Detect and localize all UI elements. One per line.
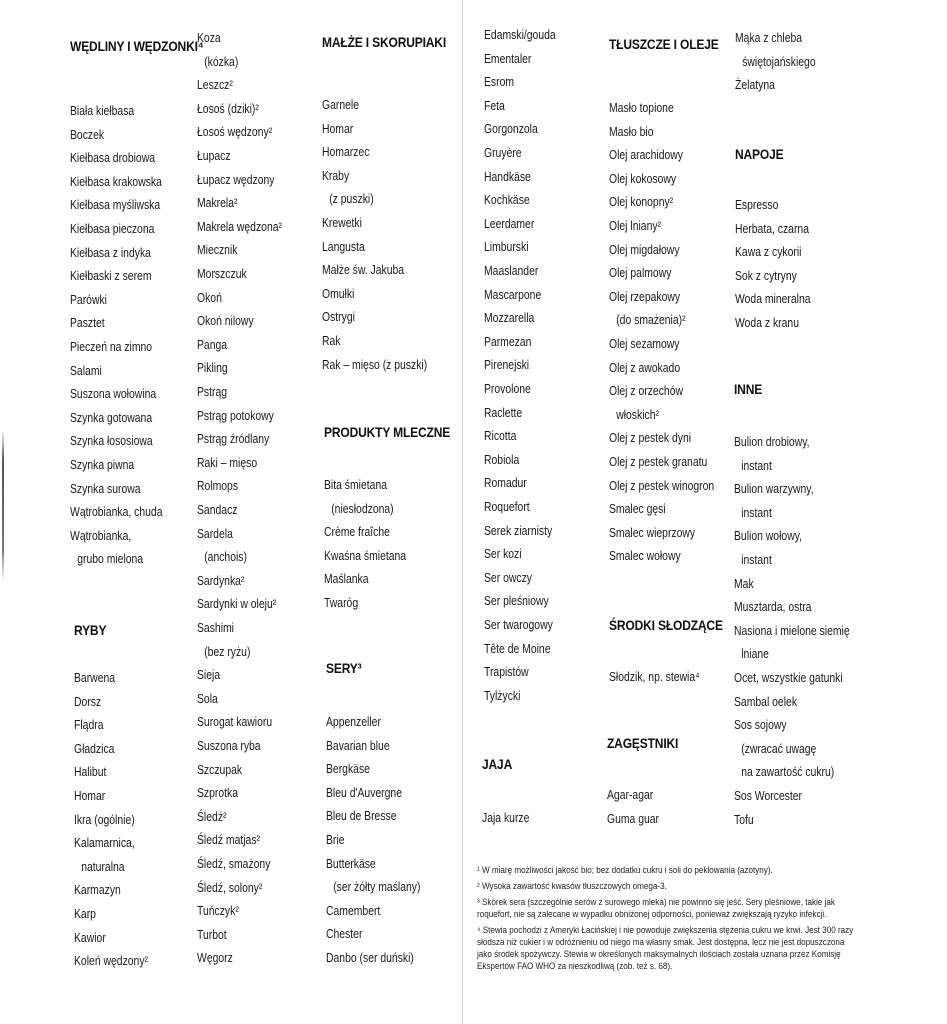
food-item: Kraby xyxy=(322,167,350,183)
section-heading: JAJA xyxy=(482,756,513,772)
food-item: Mak xyxy=(734,575,754,591)
food-item: Sambal oelek xyxy=(734,693,798,709)
food-item: Halibut xyxy=(74,764,107,780)
food-item: Tofu xyxy=(734,811,754,827)
food-item: (niesłodzona) xyxy=(331,500,394,516)
food-item: (zwracać uwagę xyxy=(741,740,817,756)
food-item: (kózka) xyxy=(204,53,239,69)
food-item: Kiełbaski z serem xyxy=(70,268,152,284)
food-item: Tuńczyk² xyxy=(197,903,239,919)
food-item: Pstrąg xyxy=(197,384,228,399)
food-item: Surogat kawioru xyxy=(197,714,273,730)
food-item: Leszcz² xyxy=(197,77,233,93)
food-item: Parówki xyxy=(70,291,107,307)
food-item: Makrela wędzona² xyxy=(197,218,282,234)
food-item: Kiełbasa z indyka xyxy=(70,244,151,260)
food-item: Tête de Moine xyxy=(484,640,551,656)
food-item: Sola xyxy=(197,690,218,706)
food-item: Maślanka xyxy=(324,571,369,587)
food-item: Homarzec xyxy=(322,144,370,160)
food-item: Garnele xyxy=(322,97,359,112)
food-item: Gorgonzola xyxy=(484,121,538,137)
food-item: Olej lniany² xyxy=(609,218,662,233)
food-item: Boczek xyxy=(70,126,105,142)
food-item: Serek ziarnisty xyxy=(484,522,553,538)
food-item: Szynka piwna xyxy=(70,457,135,472)
food-item: Łupacz wędzony xyxy=(197,171,275,187)
food-item: Maaslander xyxy=(484,263,539,278)
food-item: Karp xyxy=(74,906,96,921)
food-item: Sos sojowy xyxy=(734,717,787,733)
food-item: Ser pleśniowy xyxy=(484,593,549,609)
section-heading: INNE xyxy=(734,381,763,397)
food-item: Woda mineralna xyxy=(735,291,811,307)
food-item: Pasztet xyxy=(70,315,105,331)
food-item: Leerdamer xyxy=(484,215,535,231)
food-item: Rak xyxy=(322,333,341,348)
food-item: Butterkäse xyxy=(326,855,376,871)
food-item: Okoń xyxy=(197,289,222,305)
food-item: Pstrąg źródlany xyxy=(197,431,270,447)
food-item: Nasiona i mielone siemię xyxy=(734,622,850,638)
food-item: Homar xyxy=(322,120,354,136)
food-item: Ser owczy xyxy=(484,569,532,585)
food-item: Kiełbasa krakowska xyxy=(70,173,162,189)
food-item: Pstrąg potokowy xyxy=(197,407,274,423)
food-item: Musztarda, ostra xyxy=(734,599,812,615)
food-item: Smalec gęsi xyxy=(609,501,666,517)
footnote-2: ² Wysoka zawartość kwasów tłuszczowych omega-3. xyxy=(477,881,667,891)
food-item: Bulion wołowy, xyxy=(734,528,803,544)
food-item: Twaróg xyxy=(324,595,359,610)
food-item: Provolone xyxy=(484,381,531,396)
food-item: Olej arachidowy xyxy=(609,147,683,163)
food-item: Kawior xyxy=(74,929,106,945)
food-item: Pieczeń na zimno xyxy=(70,339,153,354)
food-item: Appenzeller xyxy=(326,714,381,729)
food-item: Roquefort xyxy=(484,499,530,514)
food-item: Łosoś wędzony² xyxy=(197,124,273,140)
food-item: Morszczuk xyxy=(197,266,247,281)
food-item: Wątrobianka, xyxy=(70,527,132,543)
food-item: Słodzik, np. stewia⁴ xyxy=(609,669,700,684)
food-item: Olej z awokado xyxy=(609,359,681,375)
food-item: Śledź² xyxy=(197,808,227,824)
section-heading: NAPOJE xyxy=(735,146,784,162)
food-item: instant xyxy=(741,504,772,520)
food-item: Sardynki w oleju² xyxy=(197,596,277,612)
food-item: Węgorz xyxy=(197,950,233,966)
food-item: Mozzarella xyxy=(484,310,535,326)
food-item: Suszona wołowina xyxy=(70,386,157,402)
food-item: Camembert xyxy=(326,902,381,918)
food-item: Kalamarnica, xyxy=(74,835,135,851)
food-item: Wątrobianka, chuda xyxy=(70,504,163,520)
food-item: Raclette xyxy=(484,404,523,420)
food-item: Bulion warzywny, xyxy=(734,481,814,497)
food-item: Sardynka² xyxy=(197,572,245,588)
food-item: Ostrygi xyxy=(322,309,355,325)
food-item: Ricotta xyxy=(484,428,517,444)
food-item: Olej z pestek winogron xyxy=(609,477,715,493)
food-item: Smalec wołowy xyxy=(609,548,681,564)
food-item: Guma guar xyxy=(607,810,660,826)
food-item: Szynka surowa xyxy=(70,480,141,496)
food-item: Żelatyna xyxy=(735,77,775,93)
food-item: naturalna xyxy=(81,858,125,874)
footnote-1: ¹ W miarę możliwości jakość bio; bez dodatku cukru i soli do peklowania (azotyny). xyxy=(477,865,773,875)
food-item: Małże św. Jakuba xyxy=(322,262,405,278)
food-item: Śledź matjas² xyxy=(197,832,260,848)
food-item: Herbata, czarna xyxy=(735,220,809,236)
food-item: Brie xyxy=(326,832,345,847)
food-item: Pirenejski xyxy=(484,357,530,373)
food-item: Olej z orzechów xyxy=(609,383,683,399)
food-item: Gładzica xyxy=(74,740,115,756)
section-heading: ZAGĘSTNIKI xyxy=(607,735,679,751)
food-item: Bavarian blue xyxy=(326,737,390,753)
food-item: Kwaśna śmietana xyxy=(324,547,407,563)
food-item: (ser żółty maślany) xyxy=(333,879,421,895)
food-item: Masło topione xyxy=(609,100,674,115)
food-item: Salami xyxy=(70,362,102,378)
food-item: Pikling xyxy=(197,360,228,376)
food-item: Olej kokosowy xyxy=(609,170,677,186)
food-item: Homar xyxy=(74,788,106,803)
section-heading: PRODUKTY MLECZNE xyxy=(324,424,451,440)
food-item: Chester xyxy=(326,926,363,942)
scan-shadow xyxy=(2,430,4,580)
food-item: instant xyxy=(741,552,772,567)
food-item: Woda z kranu xyxy=(735,315,799,330)
food-item: Karmazyn xyxy=(74,882,121,898)
food-item: Biała kiełbasa xyxy=(70,103,135,118)
food-item: Omułki xyxy=(322,285,355,301)
food-item: Ementaler xyxy=(484,50,532,66)
food-item: Ser kozi xyxy=(484,546,522,562)
food-item: Olej z pestek granatu xyxy=(609,454,708,469)
food-item: Sandacz xyxy=(197,502,238,517)
food-item: Olej migdałowy xyxy=(609,241,680,257)
food-item: Masło bio xyxy=(609,123,654,139)
food-item: Kiełbasa myśliwska xyxy=(70,197,161,213)
section-heading: WĘDLINY I WĘDZONKI⁴ xyxy=(70,38,204,54)
section-heading: RYBY xyxy=(74,622,107,638)
food-item: Parmezan xyxy=(484,333,532,349)
food-item: świętojańskiego xyxy=(742,53,816,69)
food-item: Smalec wieprzowy xyxy=(609,524,696,540)
food-item: Gruyère xyxy=(484,145,522,160)
food-item: Trapistów xyxy=(484,664,529,680)
food-item: Mascarpone xyxy=(484,286,542,302)
food-item: Makrela² xyxy=(197,195,238,211)
food-item: Olej palmowy xyxy=(609,265,672,281)
section-heading: MAŁŻE I SKORUPIAKI xyxy=(322,34,447,50)
food-item: Edamski/gouda xyxy=(484,27,556,42)
food-item: na zawartość cukru) xyxy=(741,764,835,780)
food-item: (do smażenia)² xyxy=(616,312,686,328)
food-item: Danbo (ser duński) xyxy=(326,950,414,965)
food-item: Olej konopny² xyxy=(609,194,674,210)
food-item: Suszona ryba xyxy=(197,738,261,753)
footnote-4: ⁴ Stewia pochodzi z Ameryki Łacińskiej i nie powoduje zwiększenia stężenia cukru we krwi. Jest 300 razy słodsza niż cukier i w odróżnieniu od niego ma własny smak. Jest dostępna, lecz nie jest dopuszczona jako środek spożywczy. Stewia w określonych maksymalnych ilościach została uznana przez Komisję Ekspertów FAO WHO za nieszkodliwą (zob. też s. 68). xyxy=(477,925,854,971)
food-item: Ikra (ogólnie) xyxy=(74,811,135,827)
food-item: Raki – mięso xyxy=(197,454,258,470)
food-item: Kochkäse xyxy=(484,192,530,208)
food-item: grubo mielona xyxy=(77,551,144,567)
food-item: Panga xyxy=(197,336,228,352)
food-item: Śledź, solony² xyxy=(197,879,263,895)
food-item: Bleu de Bresse xyxy=(326,808,397,824)
food-item: Sashimi xyxy=(197,620,234,635)
food-item: Jaja kurze xyxy=(482,810,530,825)
food-item: Szczupak xyxy=(197,761,243,777)
food-item: Robiola xyxy=(484,451,520,467)
footnote-3: ³ Skórek sera (szczególnie serów z surowego mleka) nie powinno się jeść. Sery pleśniowe, takie jak roquefort, nie są zalecane w wypadku obniżonej odporności, ponieważ zwiększają ryzyko infekcji. xyxy=(477,897,835,919)
food-item: Bleu d'Auvergne xyxy=(326,784,402,800)
food-item: włoskich² xyxy=(616,406,659,422)
food-item: (z puszki) xyxy=(329,191,374,207)
food-item: Szynka gotowana xyxy=(70,409,153,425)
food-item: Rak – mięso (z puszki) xyxy=(322,356,428,372)
food-item: Flądra xyxy=(74,717,104,733)
section-heading: ŚRODKI SŁODZĄCE xyxy=(609,617,723,633)
section-heading: TŁUSZCZE I OLEJE xyxy=(609,36,719,52)
food-item: Olej sezamowy xyxy=(609,336,680,351)
food-item: Barwena xyxy=(74,670,116,685)
food-item: Crème fraîche xyxy=(324,524,390,540)
food-item: Koleń wędzony² xyxy=(74,953,148,969)
food-item: Ocet, wszystkie gatunki xyxy=(734,670,843,685)
food-item: Łupacz xyxy=(197,148,231,163)
food-item: Mąka z chleba xyxy=(735,30,803,45)
food-item: Handkäse xyxy=(484,168,531,184)
food-item: Bita śmietana xyxy=(324,477,388,492)
food-item: (bez ryżu) xyxy=(204,643,251,659)
food-item: Kiełbasa drobiowa xyxy=(70,150,155,166)
food-item: Olej z pestek dyni xyxy=(609,430,692,446)
food-item: Koza xyxy=(197,30,221,45)
footnotes xyxy=(477,864,857,976)
food-item: Feta xyxy=(484,97,505,113)
food-item: Turbot xyxy=(197,926,227,942)
food-item: Kawa z cykorii xyxy=(735,244,802,260)
section-heading: SERY³ xyxy=(326,660,362,676)
food-item: Ser twarogowy xyxy=(484,617,553,632)
food-item: Esrom xyxy=(484,74,515,90)
food-item: Okoń nilowy xyxy=(197,313,254,329)
food-item: Olej rzepakowy xyxy=(609,288,681,304)
food-item: Sieja xyxy=(197,667,221,683)
food-item: Szynka łososiowa xyxy=(70,433,153,449)
food-item: Espresso xyxy=(735,197,779,212)
food-item: Kiełbasa pieczona xyxy=(70,221,155,236)
food-item: Sardela xyxy=(197,525,233,541)
food-item: Bergkäse xyxy=(326,761,370,777)
food-item: Rolmops xyxy=(197,478,239,494)
food-item: Krewetki xyxy=(322,215,362,230)
food-item: Łosoś (dziki)² xyxy=(197,100,259,116)
food-item: Limburski xyxy=(484,239,529,255)
food-item: Śledź, smażony xyxy=(197,856,271,871)
food-item: Sos Worcester xyxy=(734,788,803,803)
food-item: Langusta xyxy=(322,238,365,254)
food-item: Bulion drobiowy, xyxy=(734,434,810,449)
food-item: Miecznik xyxy=(197,242,238,258)
food-item: instant xyxy=(741,457,772,473)
food-item: Agar-agar xyxy=(607,787,654,802)
food-item: Tylżycki xyxy=(484,687,521,703)
food-item: (anchois) xyxy=(204,549,247,565)
food-item: lniane xyxy=(741,646,769,662)
food-item: Sok z cytryny xyxy=(735,267,797,283)
food-item: Romadur xyxy=(484,475,527,491)
food-item: Szprotka xyxy=(197,785,239,801)
food-item: Dorsz xyxy=(74,693,102,709)
